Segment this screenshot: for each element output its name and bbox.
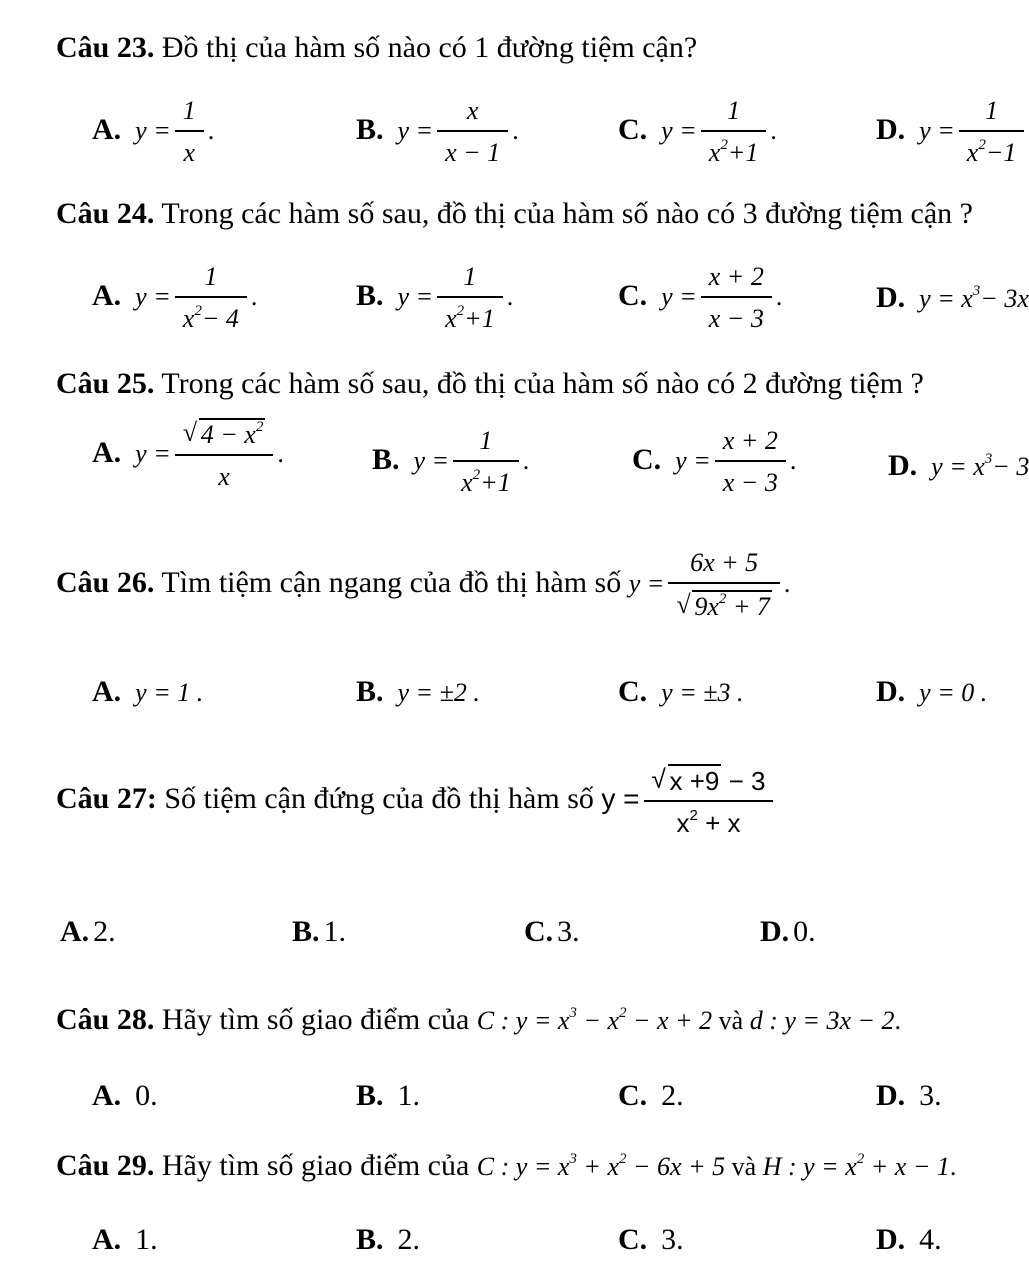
q27-option-d[interactable]: D. 0.	[760, 915, 816, 948]
question-27-label: Câu 27:	[56, 781, 157, 815]
fraction: $\frac{1}{x}$	[175, 96, 204, 168]
question-23-label: Câu 23.	[56, 31, 155, 64]
curve-c-equation: C : $y = x^3 + x^2 - 6x + 5$	[476, 1151, 726, 1181]
question-23-text: Đồ thị của hàm số nào có 1 đường tiệm cận?	[161, 31, 698, 64]
q26-option-a[interactable]: A. y = 1 .	[92, 675, 204, 708]
q23-option-a-label: A.	[92, 112, 122, 146]
q28-option-a[interactable]: A. 0.	[92, 1079, 158, 1112]
q25-option-b[interactable]: B. y = $\frac{1}{x^2+1}$ .	[372, 426, 530, 497]
fraction: $\frac{x + 2}{x - 3}$	[701, 262, 772, 334]
question-28-text: Hãy tìm số giao điểm của	[161, 1003, 470, 1036]
q29-option-d[interactable]: D. 4.	[876, 1223, 942, 1256]
q23-option-d-label: D.	[876, 112, 906, 146]
q27-option-c[interactable]: C. 3.	[524, 915, 580, 948]
fraction: $\frac{1}{x^2+1}$	[701, 96, 767, 168]
fraction: √ $\frac{x +9 - 3}{x^2 + x}$	[644, 764, 774, 838]
q27-option-a[interactable]: A. 2.	[60, 915, 116, 948]
fraction: $\frac{x + 2}{x - 3}$	[715, 426, 786, 498]
question-28-label: Câu 28.	[56, 1003, 155, 1036]
q26-option-d[interactable]: D. y = 0 .	[876, 675, 988, 708]
q29-option-b[interactable]: B. 2.	[356, 1223, 421, 1256]
fraction: √ $\frac{4 - x^2}{x}$	[175, 418, 274, 492]
question-24-label: Câu 24.	[56, 197, 155, 230]
q24-option-b[interactable]: B. y = $\frac{1}{x^2+1}$ .	[356, 262, 514, 333]
q23-option-d[interactable]: D. y = $\frac{1}{x^2-1}$	[876, 96, 1028, 168]
q24-option-d[interactable]: D. $y = x^3- 3x$	[876, 281, 1029, 314]
q25-option-c[interactable]: C. y = $\frac{x + 2}{x - 3}$ .	[632, 426, 797, 497]
curve-c-equation: C : $y = x^3 - x^2 - x + 2$	[476, 1005, 713, 1035]
q29-option-c[interactable]: C. 3.	[618, 1223, 684, 1256]
q27-option-b[interactable]: B. 1.	[292, 915, 347, 948]
question-23	[56, 30, 697, 66]
fraction: $\frac{1}{x^2-1}$	[959, 96, 1025, 168]
q23-option-a[interactable]: A. y = $\frac{1}{x}$ .	[92, 96, 215, 167]
question-26-label: Câu 26.	[56, 565, 155, 599]
question-24-text: Trong các hàm số sau, đồ thị của hàm số nào có 3 đường tiệm cận ?	[161, 197, 973, 230]
question-29-text: Hãy tìm số giao điểm của	[161, 1149, 470, 1182]
fraction: 6x + 5 √ $9x^2 + 7$	[668, 548, 780, 622]
curve-h-equation: H : $y = x^2 + x - 1$	[762, 1151, 950, 1181]
q29-option-a[interactable]: A. 1.	[92, 1223, 158, 1256]
question-29-label: Câu 29.	[56, 1149, 155, 1182]
q28-option-b[interactable]: B. 1.	[356, 1079, 421, 1112]
question-25-label: Câu 25.	[56, 367, 155, 400]
q23-option-c[interactable]: C. y = $\frac{1}{x^2+1}$ .	[618, 96, 777, 167]
question-26: Câu 26. Tìm tiệm cận ngang của đồ thị hàm số y = 6x + 5 √ $9x^2 + 7$ .	[56, 548, 790, 622]
sqrt: √ x +9	[652, 764, 722, 796]
q24-option-a[interactable]: A. y = $\frac{1}{x^2- 4}$ .	[92, 262, 258, 333]
fraction: $\frac{1}{x^2+1}$	[453, 426, 519, 498]
q26-option-c[interactable]: C. y = ±3 .	[618, 675, 744, 708]
q25-option-a[interactable]: A. y = √ $\frac{4 - x^2}{x}$ .	[92, 418, 284, 492]
fraction: $\frac{x}{x - 1}$	[437, 96, 508, 168]
q28-option-c[interactable]: C. 2.	[618, 1079, 684, 1112]
question-26-text: Tìm tiệm cận ngang của đồ thị hàm số	[161, 565, 622, 599]
question-29: Câu 29. Hãy tìm số giao điểm của C : $y = x^3 + x^2 - 6x + 5$ và H : $y = x^2 + x - 1$.	[56, 1149, 957, 1182]
question-24	[56, 196, 973, 232]
q23-option-b-label: B.	[356, 112, 384, 146]
sqrt: √ $9x^2 + 7$	[676, 590, 772, 622]
line-d-equation: d : y = 3x − 2	[749, 1006, 895, 1035]
question-27-text: Số tiệm cận đứng của đồ thị hàm số	[164, 781, 594, 815]
question-25-text: Trong các hàm số sau, đồ thị của hàm số nào có 2 đường tiệm ?	[161, 367, 924, 400]
sqrt: √ $4 - x^2$	[183, 418, 266, 450]
q25-option-d[interactable]: D. $y = x^3- 3$	[888, 449, 1029, 482]
q26-option-b[interactable]: B. y = ±2 .	[356, 675, 480, 708]
question-25	[56, 366, 924, 402]
fraction: $\frac{1}{x^2+1}$	[437, 262, 503, 334]
question-28: Câu 28. Hãy tìm số giao điểm của C : $y = x^3 - x^2 - x + 2$ và d : y = 3x − 2.	[56, 1003, 902, 1036]
q23-option-b[interactable]: B. y = $\frac{x}{x - 1}$ .	[356, 96, 519, 167]
q28-option-d[interactable]: D. 3.	[876, 1079, 942, 1112]
q23-option-c-label: C.	[618, 112, 648, 146]
q24-option-c[interactable]: C. y = $\frac{x + 2}{x - 3}$ .	[618, 262, 783, 333]
fraction: $\frac{1}{x^2- 4}$	[175, 262, 247, 334]
question-27: Câu 27: Số tiệm cận đứng của đồ thị hàm số y = √ $\frac{x +9 - 3}{x^2 + x}$	[56, 764, 777, 838]
